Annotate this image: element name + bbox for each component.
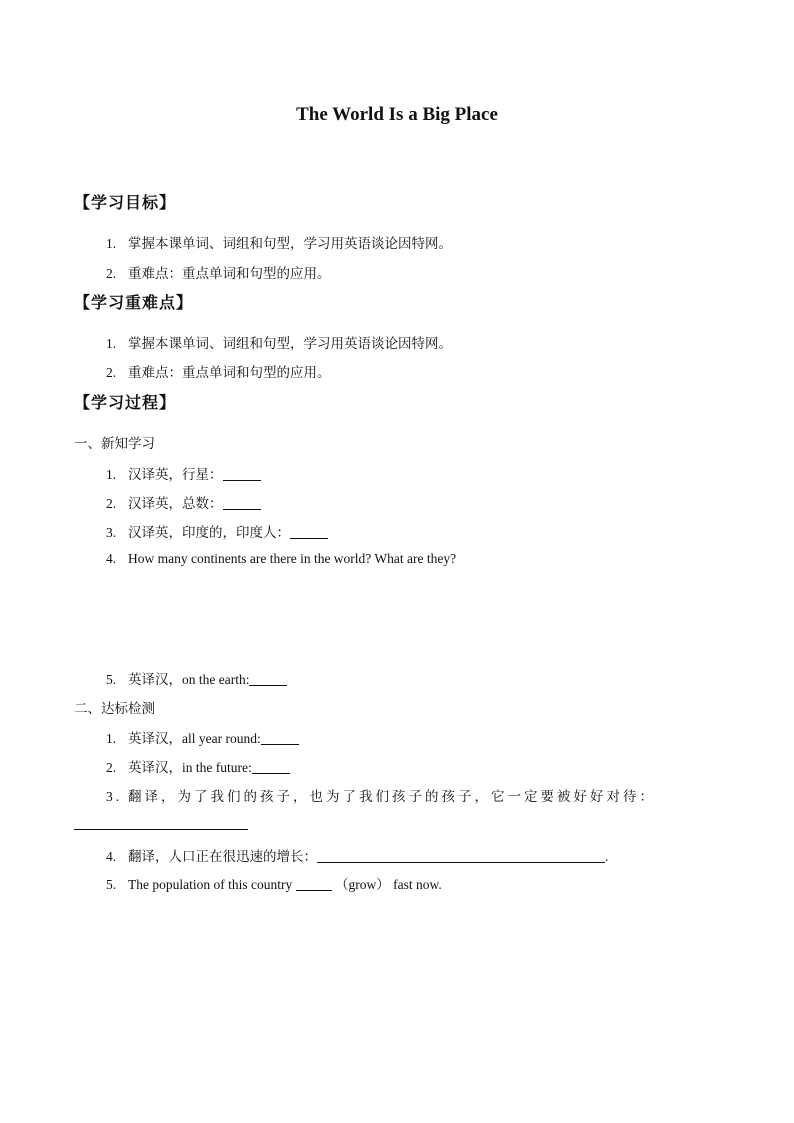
item-text: 汉译英，总数： — [128, 496, 223, 512]
key-point-item-2 — [106, 361, 331, 381]
item-text: in the future: — [182, 760, 252, 775]
item-number: 1. — [106, 731, 117, 746]
item-prefix: 英译汉， — [128, 760, 182, 776]
item-number: 4. — [106, 551, 117, 566]
item-number: 4. — [106, 849, 117, 864]
item-number: 5. — [106, 672, 117, 687]
item-prefix: 英译汉， — [128, 731, 182, 747]
assessment-item-4 — [106, 845, 608, 865]
section-heading-key-points: 【学习重难点】 — [74, 293, 194, 312]
assessment-item-5 — [106, 873, 442, 893]
answer-line[interactable] — [74, 829, 248, 830]
answer-blank[interactable] — [296, 877, 332, 891]
item-text: all year round: — [182, 731, 261, 746]
item-text: 重难点：重点单词和句型的应用。 — [128, 365, 331, 381]
item-text: 掌握本课单词、词组和句型，学习用英语谈论因特网。 — [128, 236, 452, 252]
assessment-item-1 — [106, 727, 299, 747]
item-number: 2. — [106, 365, 117, 380]
item-text-b: （grow） fast now. — [334, 877, 442, 892]
item-text: on the earth: — [182, 672, 250, 687]
item-text: 重难点：重点单词和句型的应用。 — [128, 266, 331, 282]
item-number: 1. — [106, 236, 117, 251]
exercise-item-4 — [106, 551, 456, 567]
answer-blank[interactable] — [261, 731, 299, 745]
item-text: 翻译，为了我们的孩子，也为了我们孩子的孩子，它一定要被好好对待： — [128, 789, 656, 805]
part-heading-new-learning: 一、新知学习 — [74, 436, 155, 452]
item-text: 汉译英，行星： — [128, 467, 223, 483]
item-text-a: The population of this country — [128, 877, 293, 892]
item-number: 1. — [106, 336, 117, 351]
objective-item-1 — [106, 232, 452, 252]
assessment-item-3 — [106, 785, 656, 805]
answer-blank[interactable] — [317, 849, 605, 863]
exercise-item-5 — [106, 668, 287, 688]
assessment-item-2 — [106, 756, 290, 776]
item-number: 1. — [106, 467, 117, 482]
item-prefix: 英译汉， — [128, 672, 182, 688]
item-text: 翻译，人口正在很迅速的增长： — [128, 849, 317, 865]
exercise-item-3 — [106, 521, 328, 541]
exercise-item-1 — [106, 463, 261, 483]
item-number: 2. — [106, 760, 117, 775]
section-heading-process: 【学习过程】 — [74, 393, 177, 412]
part-heading-assessment: 二、达标检测 — [74, 701, 155, 717]
answer-blank[interactable] — [223, 496, 261, 510]
answer-blank[interactable] — [252, 760, 290, 774]
objective-item-2 — [106, 262, 331, 282]
answer-blank[interactable] — [223, 467, 261, 481]
answer-blank[interactable] — [249, 672, 287, 686]
page-title: The World Is a Big Place — [296, 104, 498, 125]
key-point-item-1 — [106, 332, 452, 352]
item-text: 汉译英，印度的，印度人： — [128, 525, 290, 541]
section-heading-objectives: 【学习目标】 — [74, 193, 177, 212]
item-number: 2. — [106, 266, 117, 281]
item-number: 3. — [106, 525, 117, 540]
item-number: 5. — [106, 877, 117, 892]
item-number: 3. — [106, 789, 123, 804]
answer-blank[interactable] — [290, 525, 328, 539]
item-number: 2. — [106, 496, 117, 511]
exercise-item-2 — [106, 492, 261, 512]
item-suffix: . — [605, 849, 609, 864]
item-text: 掌握本课单词、词组和句型，学习用英语谈论因特网。 — [128, 336, 452, 352]
item-text: How many continents are there in the world? What are they? — [128, 551, 457, 566]
